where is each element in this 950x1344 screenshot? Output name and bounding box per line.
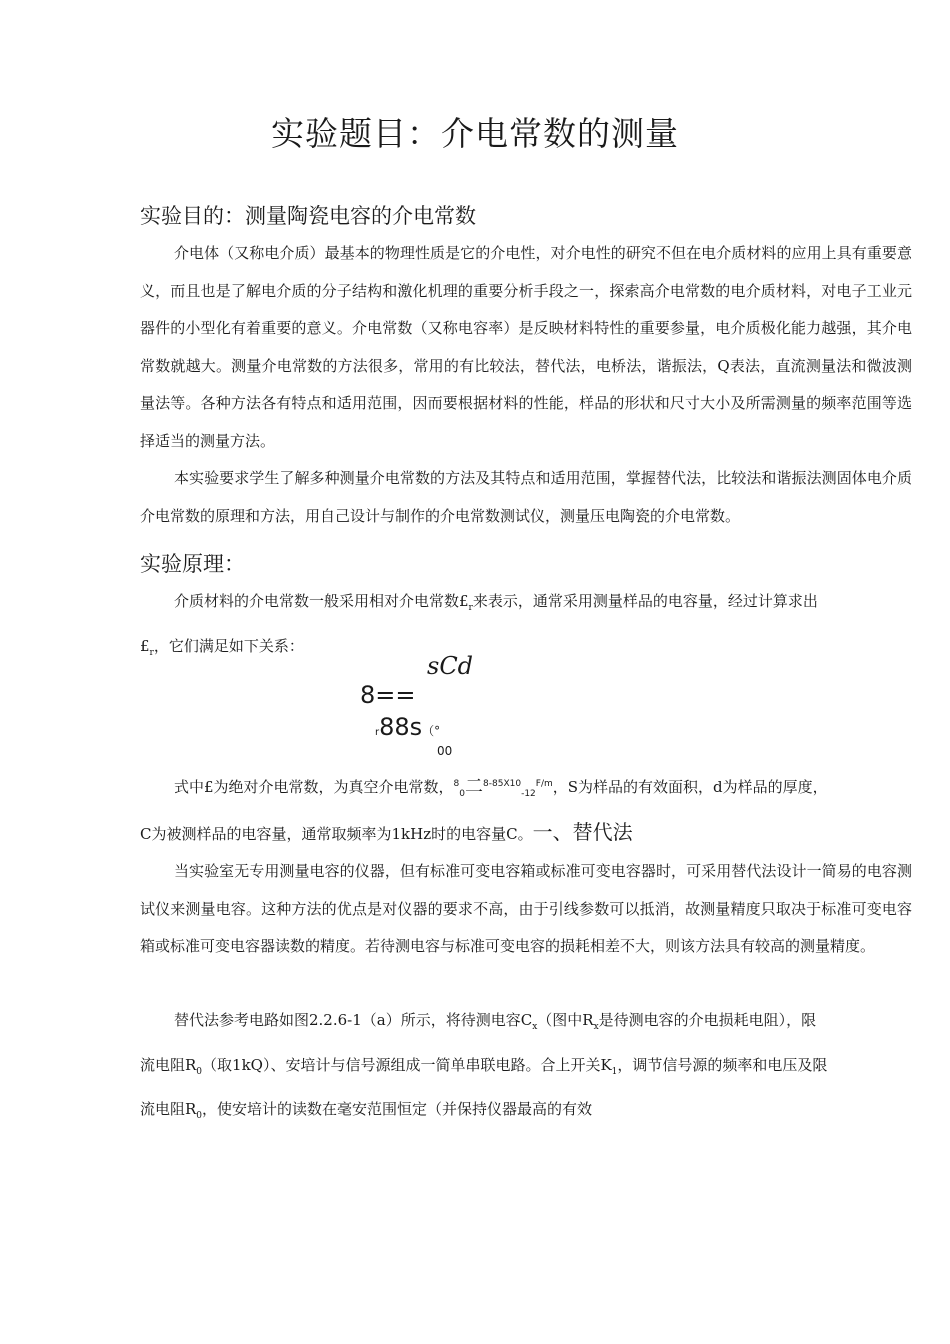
- purpose-paragraph-2: 本实验要求学生了解多种测量介电常数的方法及其特点和适用范围，掌握替代法，比较法和谐振法测固体电介质介电常数的原理和方法，用自己设计与制作的介电常数测试仪，测量压电陶瓷的介电常数。: [140, 469, 912, 525]
- epsilon0-unit: F/m: [535, 779, 553, 789]
- cx-subscript: x: [532, 1022, 538, 1032]
- formula-denominator-main: 88s: [379, 713, 423, 741]
- principle-p1-text-b: 来表示，通常采用测量样品的电容量，经过计算求出: [472, 592, 818, 610]
- sub-p2-text-d: 流电阻R: [140, 1055, 197, 1074]
- epsilon0-exponent: -12: [521, 789, 536, 799]
- epsilon0-symbol: 8: [453, 779, 460, 789]
- sub-p2-text-g: 流电阻R: [140, 1100, 197, 1118]
- epsilon0-value: 8: [483, 779, 489, 789]
- sub-p2-text-a: 替代法参考电路如图2.2.6-1（a）所示，将待测电容C: [174, 1011, 533, 1029]
- sub-p2-text-c: 是待测电容的介电损耗电阻），限: [598, 1011, 817, 1029]
- principle-p2-text-a: 式中£为绝对介电常数，为真空介电常数，: [174, 778, 454, 796]
- k1-subscript: 1: [611, 1066, 618, 1077]
- principle-heading: 实验原理：: [140, 552, 245, 576]
- purpose-heading: 实验目的：测量陶瓷电容的介电常数: [140, 204, 476, 228]
- epsilon-r-subscript: r: [468, 603, 473, 613]
- principle-p1-text-d: ，它们满足如下关系：: [153, 636, 304, 655]
- formula-lhs: 8==: [360, 681, 416, 709]
- principle-p2-text-b: ，S为样品的有效面积，d为样品的厚度，: [552, 778, 828, 796]
- principle-p1-text-c: £: [140, 636, 150, 655]
- epsilon-r-subscript-2: r: [149, 647, 154, 658]
- formula-denominator-suffix: （°: [422, 724, 441, 738]
- principle-paragraph-2: [140, 766, 912, 853]
- r0-subscript: 0: [196, 1066, 203, 1077]
- epsilon0-subscript: 0: [459, 789, 466, 799]
- formula-denominator: [375, 713, 440, 741]
- purpose-paragraph-1: 介电体（又称电介质）最基本的物理性质是它的介电性，对介电性的研究不但在电介质材料的应用上具有重要意义，而且也是了解电介质的分子结构和激化机理的重要分析手段之一，探索高介电常数的电介质材料，对电子工业元器件的小型化有着重要的意义。介电常数（又称电容率）是反映材料特性的重要参量，电介质极化能力越强，其介电常数就越大。测量介电常数的方法很多，常用的有比较法，替代法，电桥法，谐振法，Q表法，直流测量法和微波测量法等。各种方法各有特点和适用范围，因而要根据材料的性能，样品的形状和尺寸大小及所需测量的频率范围等选择适当的测量方法。: [140, 244, 912, 450]
- formula-bottom: 00: [437, 744, 453, 758]
- sub-p2-text-b: （图中R: [537, 1011, 594, 1029]
- epsilon0-mantissa: -85X10: [488, 779, 522, 789]
- principle-p1-text-a: 介质材料的介电常数一般采用相对介电常数£: [174, 592, 469, 610]
- substitution-paragraph-1: 当实验室无专用测量电容的仪器，但有标准可变电容箱或标准可变电容器时，可采用替代法设计一简易的电容测试仪来测量电容。这种方法的优点是对仪器的要求不高，由于引线参数可以抵消，故测量精度只取决于标准可变电容箱或标准可变电容器读数的精度。若待测电容与标准可变电容的损耗相差不大，则该方法具有较高的测量精度。: [140, 862, 912, 955]
- page-title: 实验题目：介电常数的测量: [271, 114, 679, 153]
- formula-numerator: sCd: [427, 652, 474, 680]
- sub-p2-text-e: （取1kQ）、安培计与信号源组成一简单串联电路。合上开关K: [202, 1055, 612, 1074]
- sub-p2-text-f: ，调节信号源的频率和电压及限: [617, 1055, 828, 1074]
- principle-p2-text-c: C为被测样品的电容量，通常取频率为1kHz时的电容量C。: [140, 824, 533, 843]
- substitution-heading: 一、替代法: [532, 819, 633, 844]
- rx-subscript: x: [593, 1022, 599, 1032]
- substitution-paragraph-2: [140, 1002, 912, 1136]
- r0-subscript-2: 0: [196, 1111, 203, 1121]
- equals-sign: 二: [465, 776, 484, 797]
- principle-paragraph-1: [140, 583, 912, 672]
- formula-denominator-prefix: r: [375, 727, 380, 738]
- sub-p2-text-h: ，使安培计的读数在毫安范围恒定（并保持仪器最高的有效: [202, 1100, 593, 1118]
